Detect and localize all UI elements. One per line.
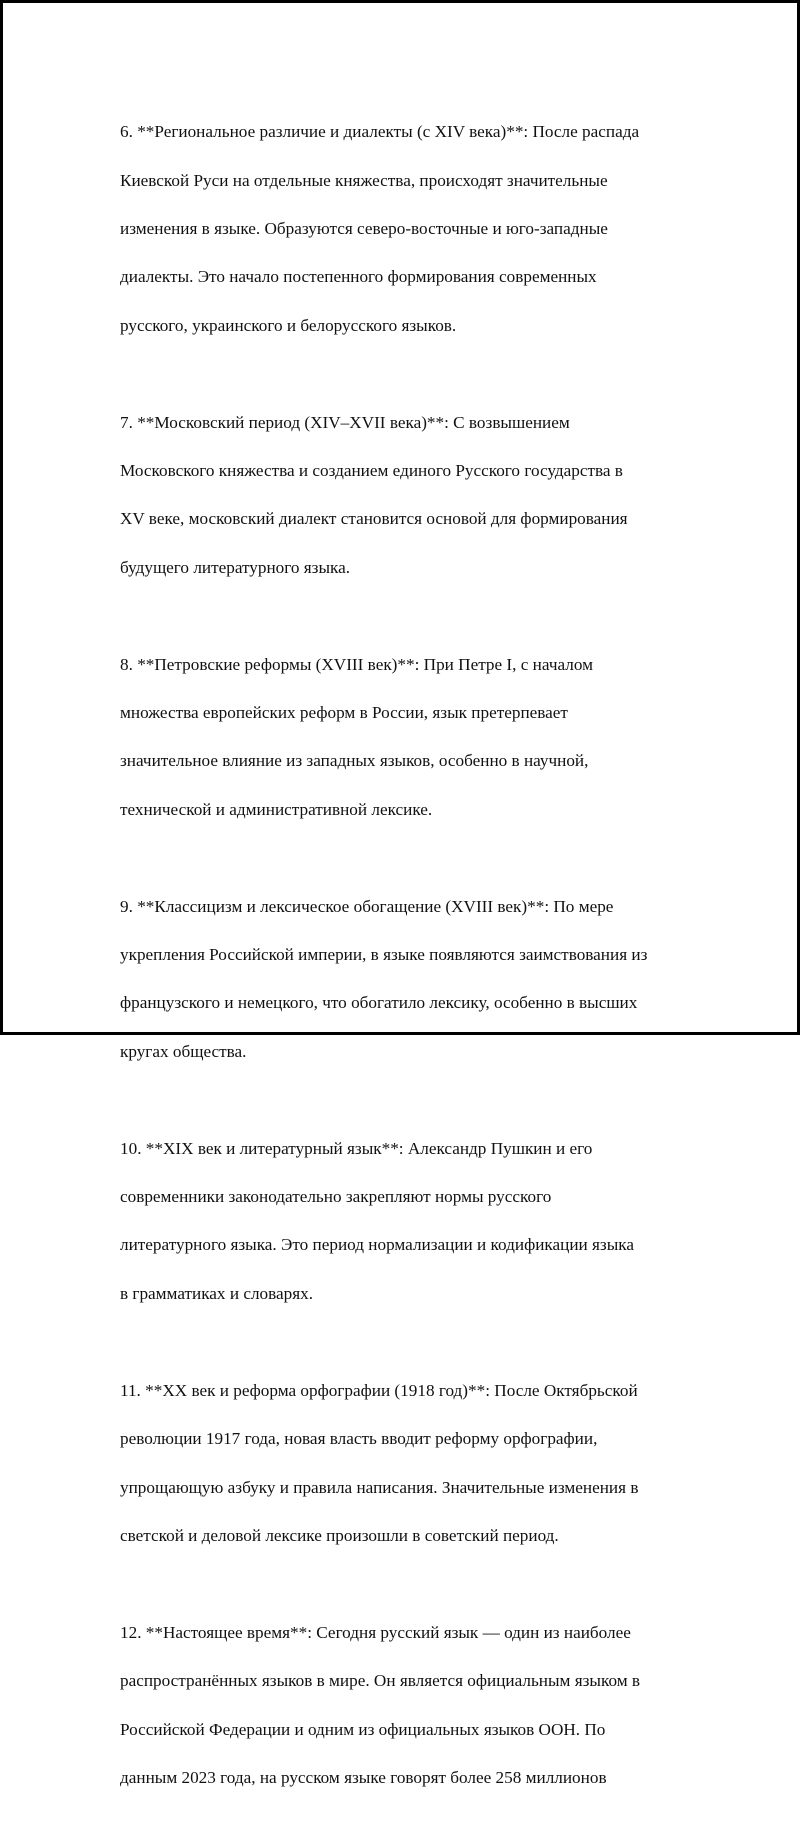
paragraph-line: данным 2023 года, на русском языке говорят более 258 миллионов bbox=[120, 1767, 607, 1787]
paragraph-line: революции 1917 года, новая власть вводит реформу орфографии, bbox=[120, 1429, 598, 1449]
paragraph-item-10 bbox=[120, 1112, 700, 1330]
paragraph-line: 6. **Региональное различие и диалекты (с XIV века)**: После распада bbox=[120, 122, 640, 142]
paragraph-item-8 bbox=[120, 628, 700, 846]
paragraph-line: диалекты. Это начало постепенного формирования современных bbox=[120, 267, 597, 287]
document-body bbox=[120, 96, 700, 1839]
paragraph-line: множества европейских реформ в России, язык претерпевает bbox=[120, 703, 568, 723]
paragraph-line: Московского княжества и созданием единого Русского государства в bbox=[120, 461, 623, 481]
paragraph-line: укрепления Российской империи, в языке появляются заимствования из bbox=[120, 945, 648, 965]
paragraph-line: Киевской Руси на отдельные княжества, происходят значительные bbox=[120, 170, 608, 190]
paragraph-line: 7. **Московский период (XIV–XVII века)**: С возвышением bbox=[120, 412, 570, 432]
paragraph-line: технической и административной лексике. bbox=[120, 799, 433, 819]
paragraph-line: 8. **Петровские реформы (XVIII век)**: При Петре I, с началом bbox=[120, 654, 593, 674]
paragraph-line: современники законодательно закрепляют нормы русского bbox=[120, 1187, 552, 1207]
paragraph-line: русского, украинского и белорусского языков. bbox=[120, 315, 457, 335]
paragraph-line: 9. **Классицизм и лексическое обогащение (XVIII век)**: По мере bbox=[120, 896, 614, 916]
paragraph-line: кругах общества. bbox=[120, 1041, 247, 1061]
paragraph-line: будущего литературного языка. bbox=[120, 557, 351, 577]
paragraph-line: Российской Федерации и одним из официальных языков ООН. По bbox=[120, 1719, 606, 1739]
paragraph-item-11 bbox=[120, 1354, 700, 1572]
paragraph-line: литературного языка. Это период нормализации и кодификации языка bbox=[120, 1235, 634, 1255]
paragraph-line: изменения в языке. Образуются северо-восточные и юго-западные bbox=[120, 219, 608, 239]
paragraph-item-6 bbox=[120, 96, 700, 362]
paragraph-item-7 bbox=[120, 386, 700, 604]
paragraph-line: значительное влияние из западных языков, особенно в научной, bbox=[120, 751, 589, 771]
paragraph-line: 11. **XX век и реформа орфографии (1918 год)**: После Октябрьской bbox=[120, 1380, 638, 1400]
paragraph-line: французского и немецкого, что обогатило лексику, особенно в высших bbox=[120, 993, 638, 1013]
paragraph-line: 10. **XIX век и литературный язык**: Александр Пушкин и его bbox=[120, 1138, 593, 1158]
paragraph-line: XV веке, московский диалект становится основой для формирования bbox=[120, 509, 628, 529]
paragraph-line: в грамматиках и словарях. bbox=[120, 1283, 314, 1303]
paragraph-line: распространённых языков в мире. Он является официальным языком в bbox=[120, 1671, 641, 1691]
paragraph-line: 12. **Настоящее время**: Сегодня русский язык — один из наиболее bbox=[120, 1622, 631, 1642]
paragraph-line: упрощающую азбуку и правила написания. Значительные изменения в bbox=[120, 1477, 639, 1497]
paragraph-line: светской и деловой лексике произошли в советский период. bbox=[120, 1525, 559, 1545]
paragraph-item-9 bbox=[120, 870, 700, 1088]
paragraph-item-12 bbox=[120, 1597, 700, 1815]
